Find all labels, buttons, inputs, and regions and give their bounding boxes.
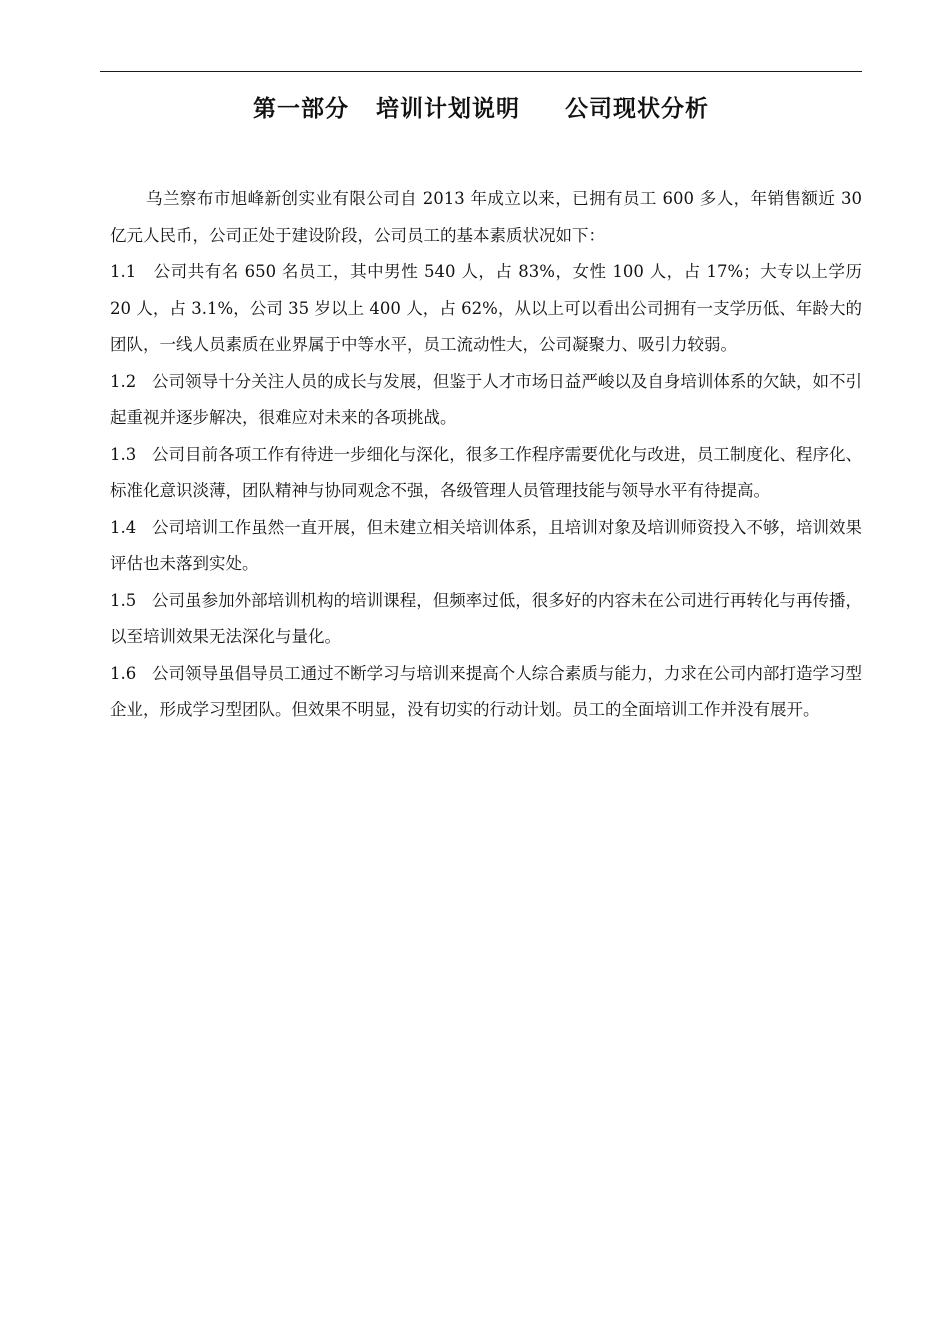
item-number: 1.6	[110, 663, 137, 683]
header-rule	[100, 71, 862, 72]
item-text: 公司培训工作虽然一直开展，但未建立相关培训体系，且培训对象及培训师资投入不够，培训效果评估也未落到实处。	[110, 517, 862, 573]
item-text: 公司虽参加外部培训机构的培训课程，但频率过低，很多好的内容未在公司进行再转化与再传播，以至培训效果无法深化与量化。	[110, 590, 862, 646]
title-part: 第一部分	[252, 96, 349, 122]
document-body	[110, 181, 862, 729]
list-item	[110, 656, 862, 729]
list-item	[110, 364, 862, 437]
intro-paragraph: 乌兰察布市旭峰新创实业有限公司自 2013 年成立以来，已拥有员工 600 多人，年销售额近 30 亿元人民币，公司正处于建设阶段，公司员工的基本素质状况如下：	[110, 189, 862, 245]
list-item	[110, 583, 862, 656]
item-text: 公司领导虽倡导员工通过不断学习与培训来提高个人综合素质与能力，力求在公司内部打造学习型企业，形成学习型团队。但效果不明显，没有切实的行动计划。员工的全面培训工作并没有展开。	[110, 663, 862, 719]
item-text: 公司目前各项工作有待进一步细化与深化，很多工作程序需要优化与改进，员工制度化、程序化、标准化意识淡薄，团队精神与协同观念不强，各级管理人员管理技能与领导水平有待提高。	[110, 444, 862, 500]
page-title	[100, 93, 862, 125]
item-text: 公司共有名 650 名员工，其中男性 540 人，占 83%，女性 100 人，占 17%；大专以上学历 20 人，占 3.1%，公司 35 岁以上 400 人，占 62%，从以上可以看出公司拥有一支学历低、年龄大的团队，一线人员素质在业界属于中等水平，员工流动性大，公司凝聚力、吸引力较弱。	[110, 262, 862, 354]
item-number: 1.2	[110, 371, 137, 391]
item-number: 1.1	[110, 262, 137, 281]
title-subject: 公司现状分析	[565, 96, 710, 122]
item-text: 公司领导十分关注人员的成长与发展，但鉴于人才市场日益严峻以及自身培训体系的欠缺，如不引起重视并逐步解决，很难应对未来的各项挑战。	[110, 371, 862, 427]
list-item	[110, 510, 862, 583]
item-number: 1.4	[110, 517, 137, 537]
list-item	[110, 437, 862, 510]
item-number: 1.5	[110, 590, 137, 610]
list-item	[110, 254, 862, 364]
item-number: 1.3	[110, 444, 137, 464]
title-section: 培训计划说明	[375, 96, 520, 122]
